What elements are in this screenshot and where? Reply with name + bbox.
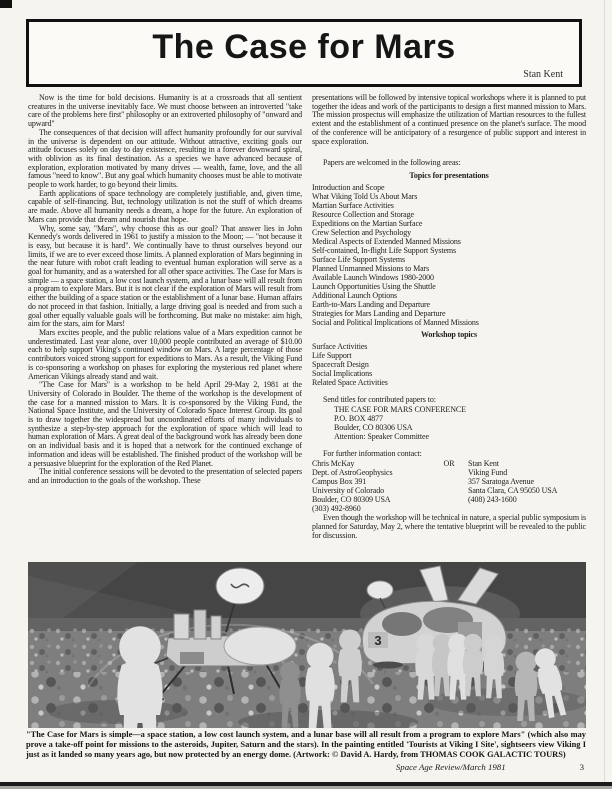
- page-title: The Case for Mars: [152, 28, 456, 66]
- article-left-column: [28, 94, 302, 562]
- workshop-topics-list: [312, 342, 586, 387]
- list-item: Additional Launch Options: [312, 290, 398, 300]
- list-item: Surface Life Support Systems: [312, 254, 405, 264]
- list-item: 357 Saratoga Avenue: [468, 477, 534, 487]
- list-item: Viking Fund: [468, 468, 508, 478]
- list-item: (408) 243-1600: [468, 495, 517, 505]
- list-item: Available Launch Windows 1980-2000: [312, 272, 434, 282]
- page-footer: [26, 762, 586, 772]
- article-right-column: [312, 94, 586, 562]
- mars-painting: [28, 562, 586, 728]
- list-item: Launch Opportunities Using the Shuttle: [312, 281, 436, 291]
- list-item: Campus Box 391: [312, 477, 367, 487]
- list-item: Introduction and Scope: [312, 182, 385, 192]
- list-item: Now is the time for bold decisions. Humanity is at a crossroads that all sentient creatures in the universe inevitably face. We must choose between an introverted "take care of the problems here first" philosophy or an extroverted philosophy of "onward and upward": [28, 94, 302, 129]
- scan-corner-mark: [0, 0, 12, 8]
- list-item: Medical Aspects of Extended Manned Missions: [312, 236, 461, 246]
- list-item: Strategies for Mars Landing and Departure: [312, 308, 446, 318]
- send-titles-address: [334, 405, 586, 441]
- list-item: Expeditions on the Martian Surface: [312, 218, 423, 228]
- list-item: Boulder, CO 80306 USA: [334, 422, 413, 432]
- list-item: Social Implications: [312, 368, 373, 378]
- list-item: "The Case for Mars" is a workshop to be held April 29-May 2, 1981 at the University of Colorado in Boulder. The theme of the workshop is the development of the case for a manned mission to Mars. It is co-sponsored by the Viking Fund, the National Space Institute, and the University of Colorado Space Interest Group. Its goal is to draw together the widespread but uncoordinated efforts of many individuals to synthesize a step-by-step approach for the exploration of space which will lead to human exploration of Mars. A great deal of the background work has already been done on an individual basis and it is hoped that a network for the continued exchange of information and ideas will be established. The finished product of the workshop will be a persuasive blueprint for the exploration of the Red Planet.: [28, 380, 302, 468]
- list-item: Crew Selection and Psychology: [312, 227, 412, 237]
- article-title-box: [26, 19, 582, 87]
- list-item: The initial conference sessions will be devoted to the presentation of selected papers and an introduction to the goals of the workshop. These: [28, 467, 302, 485]
- send-titles-block: [312, 396, 586, 441]
- list-item: Why, some say, "Mars", why choose this as our goal? That answer lies in John Kennedy's words delivered in 1961 to justify a mission to the Moon; — "not because it is easy, but because it is hard". We continually have to thrust ourselves beyond our limits, if we are to ever exceed those limits. A planned exploration of Mars beginning in the near future with robot craft leading to eventual human exploration will serve as a goal for humanity, and as a watershed for all other space activities. The Case for Mars is simple — a space station, a low cost launch system, and a lunar base will all result from a program to explore Mars. But it is not clear if the exploration of Mars will result from either the building of a space station or the establishment of a lunar base. Human affairs do not proceed in that fashion. Initially, a large driving goal is needed and from such a goal other equally valuable goals will be forthcoming. But make no mistake: aim high, aim for the stars, aim for Mars!: [28, 223, 302, 329]
- list-item: Social and Political Implications of Manned Missions: [312, 317, 479, 327]
- list-item: Earth-to-Mars Landing and Departure: [312, 299, 431, 309]
- scan-edge-line: [604, 0, 605, 789]
- list-item: Chris McKay: [312, 459, 355, 469]
- list-item: Mars excites people, and the public relations value of a Mars expedition cannot be underestimated. Last year alone, over 10,000 people contributed an average of $10.00 each to help support Viking's continued window on Mars. A large percentage of those contributors voiced strong support for expeditions to Mars. As a result, the Viking Fund is co-sponsoring a workshop on phases for exploring the mysterious red planet where American Vikings already stand and wait.: [28, 327, 302, 381]
- list-item: University of Colorado: [312, 486, 385, 496]
- byline: Stan Kent: [523, 69, 563, 80]
- list-item: Stan Kent: [468, 459, 499, 469]
- list-item: The consequences of that decision will affect humanity profoundly for our survival in the universe is dependent on our attitude. Without attractive, exciting goals our attitude focuses solely on day to day existence, resulting in a forever downward spiral, with oblivion as its final destination. As a species we have advanced because of exploration, exploration motivated by many drives — wealth, fame, love, and the all famous "need to know". But any goal which humanity chooses must be able to motivate people to work harder, to go beyond their limits.: [28, 127, 302, 190]
- list-item: Self-contained, In-flight Life Support Systems: [312, 245, 457, 255]
- intro-paragraph: presentations will be followed by intensive topical workshops where it is planned to put together the ideas and work of the participants to design a first manned mission to Mars. The mission prospectus will emphasize the utilization of Martian resources to the fullest extent and the establishment of a continued presence on the planet's surface. The mood of the conference will be anticipatory of a resurgence of public support and interest in space exploration.: [312, 94, 586, 146]
- contact-lead: For further information contact:: [323, 448, 422, 458]
- send-titles-lead: Send titles for contributed papers to:: [323, 394, 436, 404]
- list-item: Surface Activities: [312, 341, 368, 351]
- astronaut-foreground: [117, 626, 162, 728]
- bus-number: 3: [374, 633, 382, 648]
- closing-paragraph: Even though the workshop will be technical in nature, a special public symposium is planned for Saturday, May 2, where the tentative blueprint will be revealed to the public for discussion.: [312, 513, 586, 540]
- papers-welcomed-line: Papers are welcomed in the following areas:: [323, 158, 461, 168]
- mars-painting-figure: [28, 562, 586, 728]
- journal-name: Space Age Review/March 1981: [395, 762, 506, 772]
- list-item: Santa Clara, CA 95050 USA: [468, 486, 558, 496]
- list-item: Boulder, CO 80309 USA: [312, 495, 391, 505]
- topics-list: [312, 183, 586, 327]
- contact-left: [312, 459, 430, 513]
- list-item: Attention: Speaker Committee: [334, 431, 429, 441]
- bus-dish: [367, 581, 393, 599]
- list-item: Dept. of AstroGeophysics: [312, 468, 393, 478]
- list-item: Martian Surface Activities: [312, 200, 394, 210]
- topics-heading: Topics for presentations: [409, 170, 489, 180]
- contact-or: OR: [443, 459, 455, 469]
- list-item: Life Support: [312, 350, 352, 360]
- workshop-topics-heading: Workshop topics: [420, 329, 478, 339]
- page-number: 3: [579, 762, 584, 772]
- list-item: P.O. BOX 4877: [334, 413, 383, 423]
- figure-caption: "The Case for Mars is simple—a space station, a low cost launch system, and a lunar base will all result from a program to explore Mars" (which also may prove a take-off point for missions to the asteroids, Jupiter, Saturn and the stars). In the painting entitled 'Tourists at Viking I Site', sightseers view Viking I just as it landed so many years ago, but now protected by an energy dome. (Artwork: © David A. Hardy, from THOMAS COOK GALACTIC TOURS): [26, 730, 586, 759]
- article-body: [28, 94, 586, 562]
- list-item: Resource Collection and Storage: [312, 209, 414, 219]
- list-item: What Viking Told Us About Mars: [312, 191, 418, 201]
- list-item: Related Space Activities: [312, 377, 388, 387]
- list-item: Earth applications of space technology are completely justifiable, and, given time, capable of self-financing. But, technology utilization is not the stuff of which dreams are made. Above all humanity needs a dream, a hope for the future. An exploration of Mars can provide that dream and nourish that hope.: [28, 188, 302, 224]
- contact-right: [468, 459, 586, 513]
- list-item: (303) 492-8960: [312, 504, 361, 514]
- list-item: THE CASE FOR MARS CONFERENCE: [334, 404, 466, 414]
- list-item: Planned Unmanned Missions to Mars: [312, 263, 430, 273]
- list-item: Spacecraft Design: [312, 359, 369, 369]
- contact-row: [312, 459, 586, 513]
